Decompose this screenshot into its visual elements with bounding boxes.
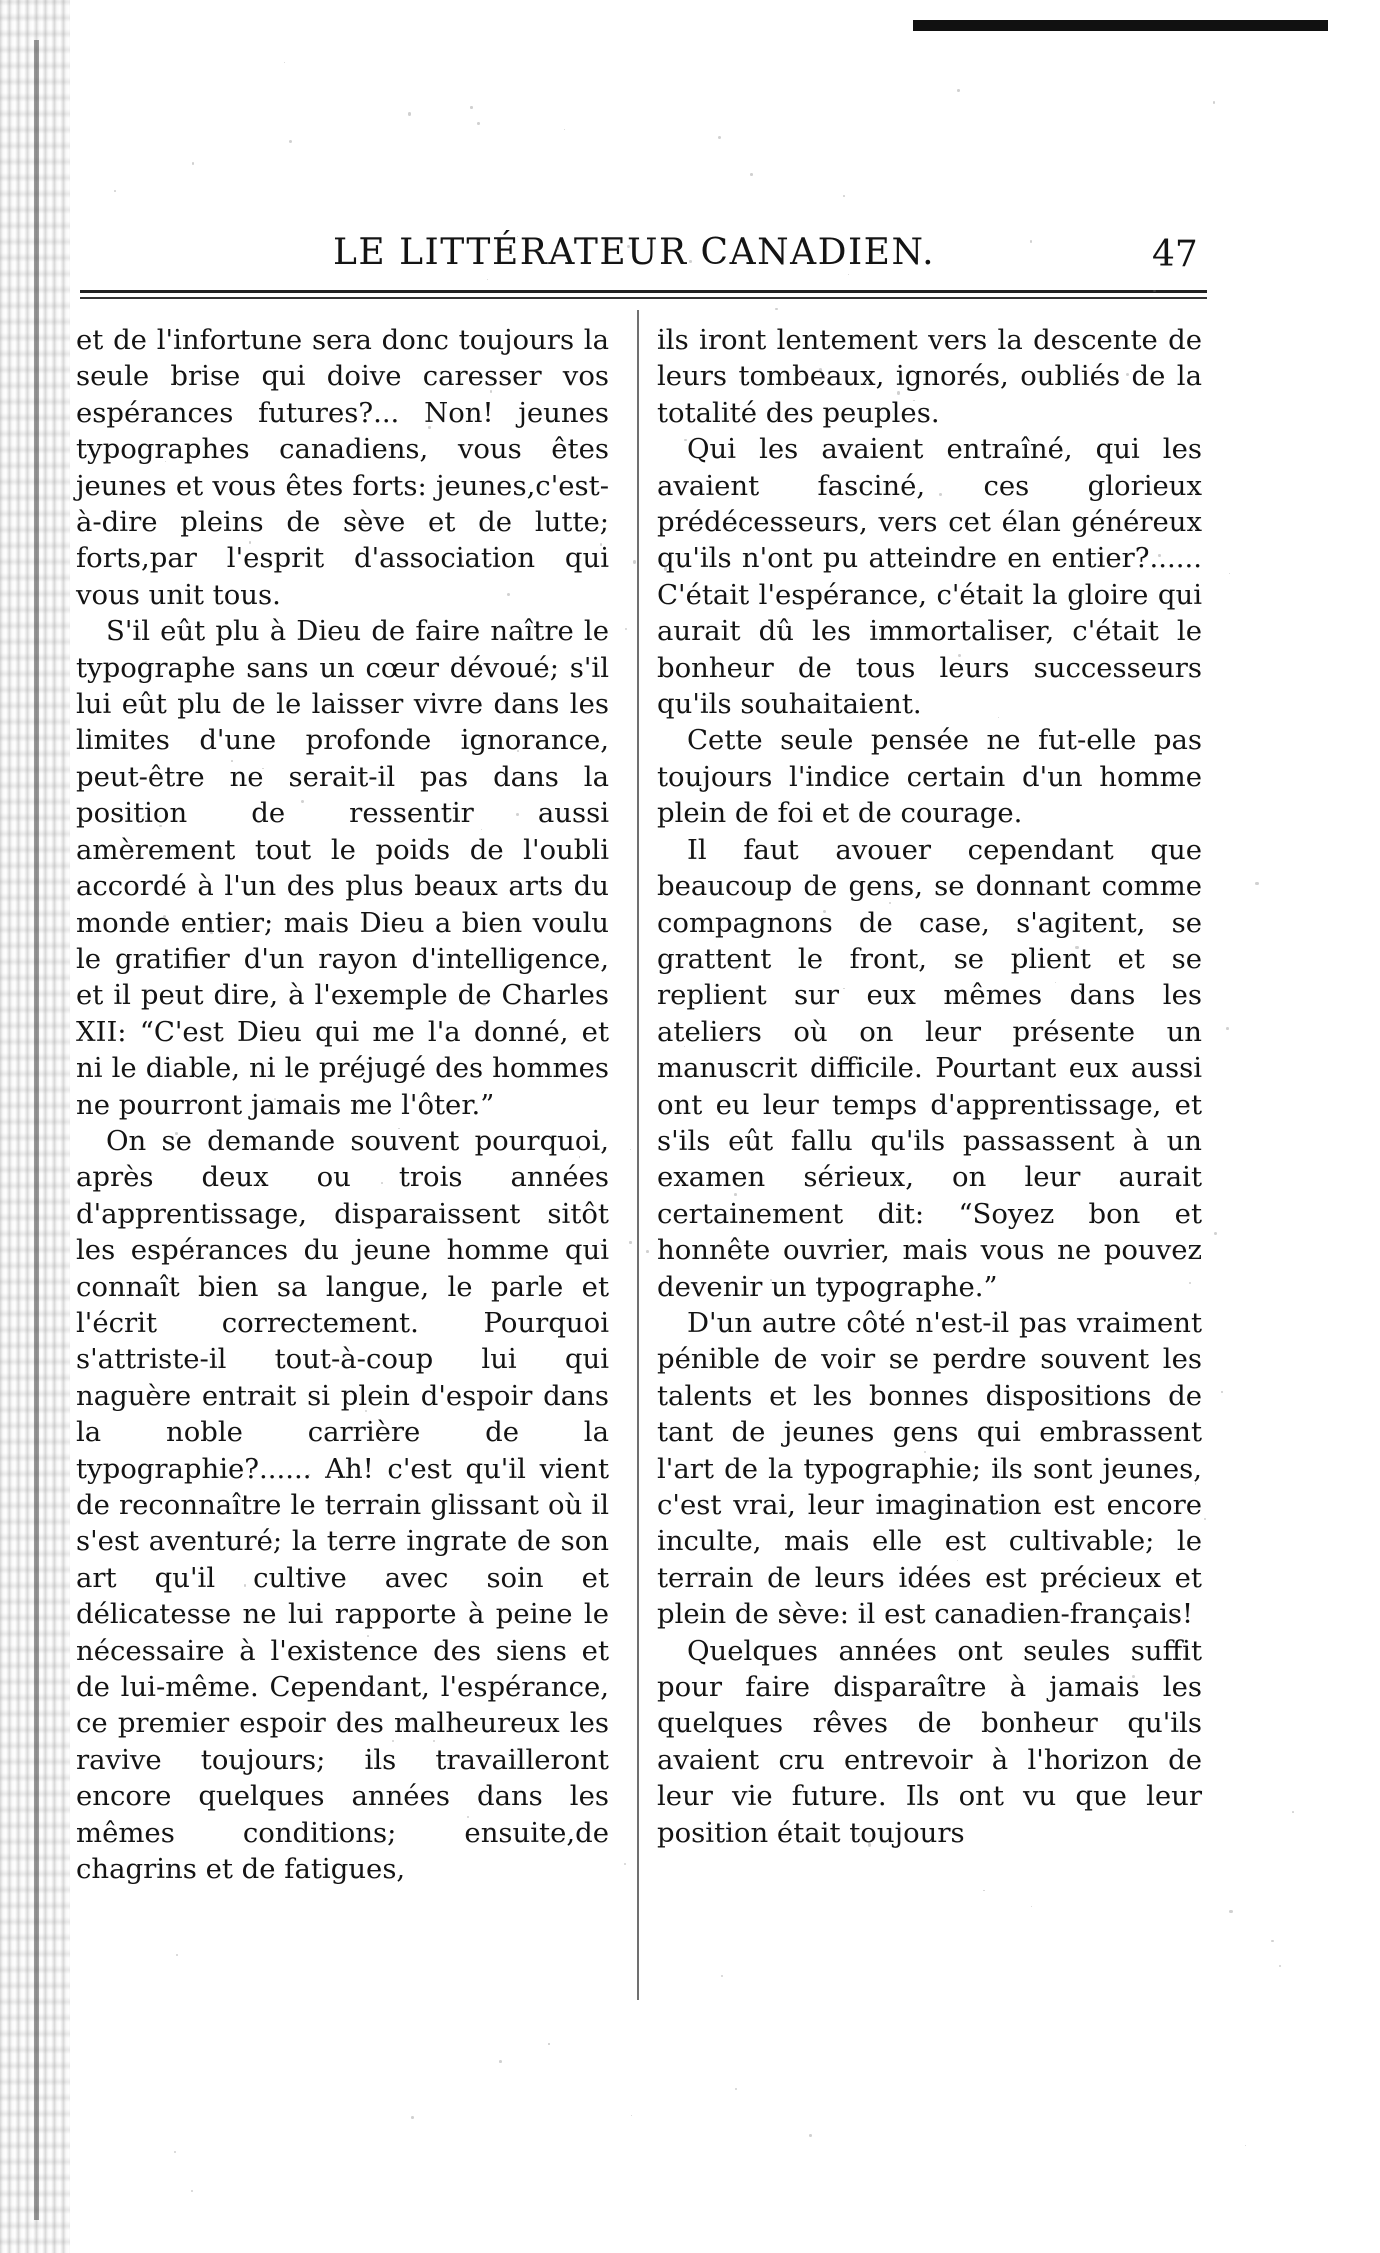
print-speckle bbox=[957, 89, 960, 92]
print-speckle bbox=[347, 1321, 349, 1323]
print-speckle bbox=[289, 490, 292, 493]
print-speckle bbox=[1158, 554, 1161, 557]
print-speckle bbox=[143, 816, 145, 818]
print-speckle bbox=[646, 1250, 649, 1253]
print-speckle bbox=[568, 1535, 570, 1537]
print-speckle bbox=[624, 1863, 626, 1865]
print-speckle bbox=[629, 1241, 631, 1243]
print-speckle bbox=[630, 1149, 632, 1151]
print-speckle bbox=[1050, 1140, 1053, 1143]
paragraph: ils iront lentement vers la descente de leurs tombeaux, ignorés, oubliés de la totalité des peuples. bbox=[657, 324, 1202, 429]
print-speckle bbox=[411, 2116, 414, 2119]
print-speckle bbox=[868, 1843, 871, 1846]
print-speckle bbox=[1213, 101, 1215, 103]
print-speckle bbox=[983, 1890, 984, 1891]
left-column bbox=[76, 322, 609, 1887]
print-speckle bbox=[548, 1221, 550, 1223]
print-speckle bbox=[1075, 946, 1078, 949]
print-speckle bbox=[1030, 240, 1033, 243]
print-speckle bbox=[477, 122, 480, 125]
print-speckle bbox=[673, 952, 674, 953]
print-speckle bbox=[114, 190, 116, 192]
top-edge-rule bbox=[913, 20, 1328, 31]
print-speckle bbox=[1229, 573, 1230, 574]
paragraph: Qui les avaient entraîné, qui les avaient fasciné, ces glorieux prédécesseurs, vers cet élan généreux qu'ils n'ont pu atteindre en entier?...... C'était l'espérance, c'était la gloire qui aurait dû les immortaliser, c'était le bonheur de tous leurs successeurs qu'ils souhaitaient. bbox=[657, 433, 1202, 721]
print-speckle bbox=[175, 1132, 178, 1135]
print-speckle bbox=[1279, 1965, 1281, 1967]
print-speckle bbox=[689, 260, 692, 263]
print-speckle bbox=[284, 62, 285, 63]
print-speckle bbox=[289, 140, 292, 143]
print-speckle bbox=[447, 1760, 449, 1762]
print-speckle bbox=[517, 750, 519, 752]
paragraph: D'un autre côté n'est-il pas vraiment pénible de voir se perdre souvent les talents et les bonnes dispositions de tant de jeunes gens qui embrassent l'art de la typographie; ils sont jeunes, c'est vrai, leur imagination est encore inculte, mais elle est cultivable; le terrain de leurs idées est précieux et plein de sève: il est canadien-français! bbox=[657, 1306, 1202, 1631]
print-speckle bbox=[1271, 1940, 1274, 1943]
paragraph: et de l'infortune sera donc toujours la seule brise qui doive caresser vos espérances futures?... Non! jeunes typographes canadiens, vous êtes jeunes et vous êtes forts: jeunes,c'est-à-dire pleins de sève et de lutte; forts,par l'esprit d'association qui vous unit tous. bbox=[76, 324, 609, 611]
print-speckle bbox=[174, 2151, 176, 2153]
print-speckle bbox=[1204, 1518, 1206, 1520]
print-speckle bbox=[1214, 1232, 1217, 1235]
print-speckle bbox=[490, 390, 492, 392]
print-speckle bbox=[187, 927, 190, 930]
print-speckle bbox=[718, 136, 721, 139]
print-speckle bbox=[540, 702, 543, 705]
binding-edge-line bbox=[34, 40, 39, 2220]
print-speckle bbox=[735, 966, 738, 969]
print-speckle bbox=[809, 2134, 812, 2137]
paragraph: S'il eût plu à Dieu de faire naître le typographe sans un cœur dévoué; s'il lui eût plu de le laisser vivre dans les limites d'une profonde ignorance, peut-être ne serait-il pas dans la position de ressentir aussi amèrement tout le poids de l'oubli accordé à l'un des plus beaux arts du monde entier; mais Dieu a bien voulu le gratifier d'un rayon d'intelligence, et il peut dire, à l'exemple de Charles XII: “C'est Dieu qui me l'a donné, et ni le diable, ni le préjugé des hommes ne pourront jamais me l'ôter.” bbox=[76, 615, 609, 1121]
print-speckle bbox=[428, 426, 431, 429]
header-rule bbox=[80, 290, 1207, 293]
print-speckle bbox=[746, 660, 747, 661]
print-speckle bbox=[579, 1156, 581, 1158]
print-speckle bbox=[1229, 1910, 1232, 1913]
print-speckle bbox=[192, 162, 194, 164]
running-title: LE LITTÉRATEUR CANADIEN. bbox=[333, 232, 936, 273]
print-speckle bbox=[684, 1046, 685, 1047]
print-speckle bbox=[262, 768, 263, 769]
print-speckle bbox=[398, 1128, 399, 1129]
paragraph: Quelques années ont seules suffit pour faire disparaître à jamais les quelques rêves de bonheur qu'ils avaient cru entrevoir à l'horizon de leur vie future. Ils ont vu que leur position était toujours bbox=[657, 1634, 1202, 1849]
print-speckle bbox=[308, 1474, 310, 1476]
print-speckle bbox=[208, 1035, 211, 1038]
print-speckle bbox=[1018, 1031, 1019, 1032]
print-speckle bbox=[84, 1869, 85, 1870]
print-speckle bbox=[684, 439, 686, 441]
print-speckle bbox=[1245, 2145, 1246, 2146]
print-speckle bbox=[392, 1740, 394, 1742]
print-speckle bbox=[1031, 1906, 1033, 1908]
header-rule-thin bbox=[80, 297, 1207, 299]
print-speckle bbox=[913, 400, 915, 402]
print-speckle bbox=[835, 777, 838, 780]
print-speckle bbox=[163, 915, 166, 918]
print-speckle bbox=[770, 1279, 772, 1281]
print-speckle bbox=[470, 106, 472, 108]
print-speckle bbox=[176, 1954, 178, 1956]
print-speckle bbox=[664, 567, 667, 570]
print-speckle bbox=[191, 2190, 193, 2192]
print-speckle bbox=[1001, 343, 1003, 345]
print-speckle bbox=[633, 560, 636, 563]
right-column bbox=[657, 322, 1202, 1851]
print-speckle bbox=[1221, 1391, 1222, 1392]
print-speckle bbox=[958, 654, 961, 657]
print-speckle bbox=[516, 813, 519, 816]
print-speckle bbox=[874, 1252, 877, 1255]
print-speckle bbox=[210, 931, 213, 934]
print-speckle bbox=[1126, 373, 1129, 376]
print-speckle bbox=[1055, 982, 1056, 983]
print-speckle bbox=[843, 195, 845, 197]
print-speckle bbox=[556, 247, 559, 250]
print-speckle bbox=[721, 1975, 723, 1977]
print-speckle bbox=[523, 1651, 526, 1654]
print-speckle bbox=[159, 825, 161, 827]
print-speckle bbox=[625, 628, 627, 630]
print-speckle bbox=[459, 990, 460, 991]
column-divider bbox=[637, 310, 639, 2000]
print-speckle bbox=[819, 368, 822, 371]
paragraph: On se demande souvent pourquoi, après deux ou trois années d'apprentissage, disparaissent sitôt les espérances du jeune homme qui connaît bien sa langue, le parle et l'écrit correctement. Pourquoi s'attriste-il tout-à-coup lui qui naguère entrait si plein d'espoir dans la noble carrière de la typographie?...... Ah! c'est qu'il vient de reconnaître le terrain glissant où il s'est aventuré; la terre ingrate de son art qu'il cultive avec soin et délicatesse ne lui rapporte à peine le nécessaire à l'existence des siens et de lui-même. Cependant, l'espérance, ce premier espoir des malheureux les ravive toujours; ils travailleront encore quelques années dans les mêmes conditions; ensuite,de chagrins et de fatigues, bbox=[76, 1124, 609, 1886]
print-speckle bbox=[538, 1064, 539, 1065]
print-speckle bbox=[548, 2043, 549, 2044]
print-speckle bbox=[775, 308, 777, 310]
print-speckle bbox=[1255, 882, 1258, 885]
print-speckle bbox=[578, 1692, 581, 1695]
print-speckle bbox=[381, 1182, 383, 1184]
print-speckle bbox=[1292, 1811, 1294, 1813]
page-header bbox=[80, 232, 1205, 284]
print-speckle bbox=[750, 173, 753, 176]
print-speckle bbox=[408, 112, 411, 115]
print-speckle bbox=[735, 2088, 737, 2090]
print-speckle bbox=[165, 461, 166, 462]
print-speckle bbox=[244, 1584, 246, 1586]
print-speckle bbox=[564, 129, 566, 131]
print-speckle bbox=[483, 1002, 486, 1005]
paragraph: Cette seule pensée ne fut-elle pas toujours l'indice certain d'un homme plein de foi et de courage. bbox=[657, 724, 1202, 830]
print-speckle bbox=[499, 2060, 502, 2063]
print-speckle bbox=[231, 760, 233, 762]
print-speckle bbox=[1189, 1282, 1191, 1284]
page-number: 47 bbox=[1152, 234, 1198, 275]
paragraph: Il faut avouer cependant que beaucoup de gens, se donnant comme compagnons de case, s'agitent, se grattent le front, se plient et se replient sur eux mêmes dans les ateliers où on leur présente un manuscrit difficile. Pourtant eux aussi ont eu leur temps d'apprentissage, et s'ils eût fallu qu'ils passassent à un examen sérieux, on leur aurait certainement dit: “Soyez bon et honnête ouvrier, mais vous ne pouvez devenir un typographe.” bbox=[657, 833, 1202, 1303]
print-speckle bbox=[433, 1740, 435, 1742]
print-speckle bbox=[631, 2115, 632, 2116]
print-speckle bbox=[1226, 1027, 1229, 1030]
